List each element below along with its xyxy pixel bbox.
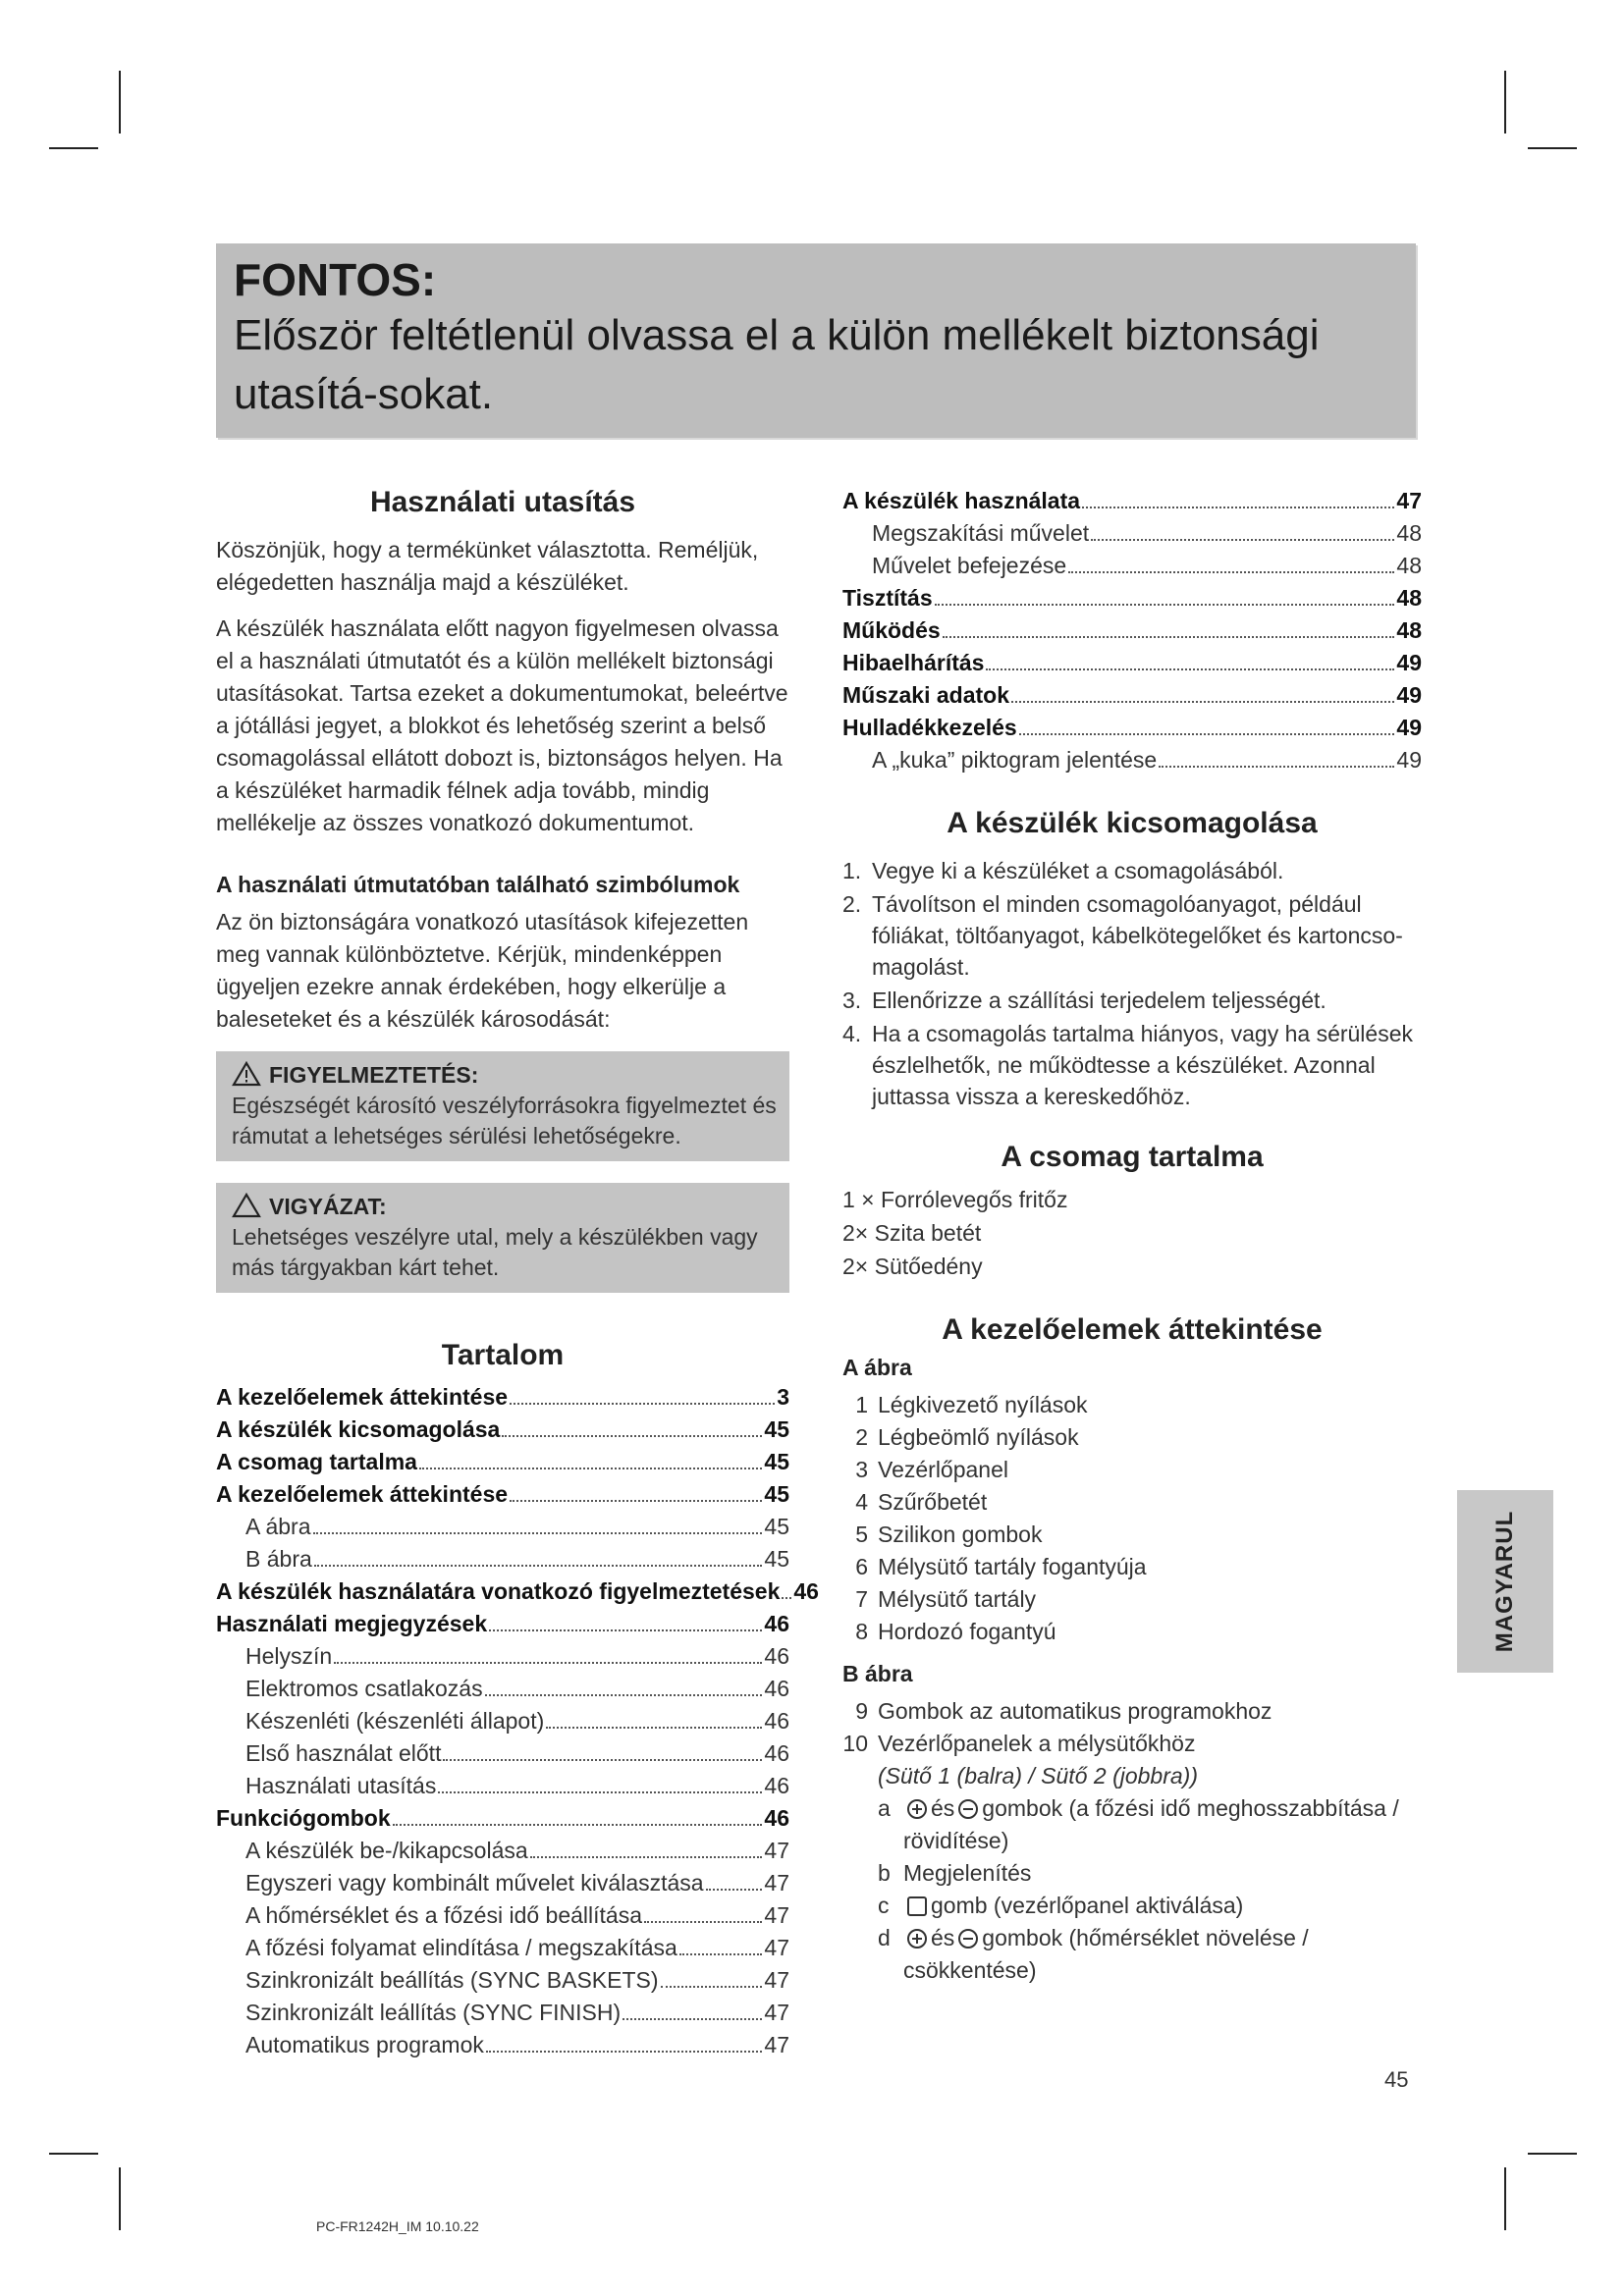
caution-triangle-icon (232, 1193, 261, 1218)
oven-note: (Sütő 1 (balra) / Sütő 2 (jobbra)) (878, 1763, 1198, 1789)
page-number: 45 (1384, 2067, 1409, 2092)
crop-mark (119, 2167, 121, 2230)
symbols-text: Az ön biztonságára vonatkozó utasítások kifejezetten meg vannak különböztetve. Kérjük, mindenképpen ügyeljen ezekre annak érdekében, hogy elkerülje a baleseteket és a készülék károsodását: (216, 909, 749, 1032)
toc-entry[interactable]: Hulladékkezelés 49 (842, 715, 1422, 740)
figure-b-label: B ábra (842, 1661, 913, 1686)
figure-b-sub-list (842, 1792, 1422, 1987)
panel-button-icon (907, 1896, 927, 1916)
intro-paragraph-2: A készülék használata előtt nagyon figyelmesen olvassa el a használati útmutatót és a külön mellékelt biztonsági utasításokat. Tartsa ezeket a dokumentumokat, beleértve a jótállási jegyet, a blokkot és lehetőség szerint a belső csomagolással ellátott dobozt is, biztonságos helyen. Ha a készüléket harmadik félnek adja tovább, mindig mellékelje az összes vonatkozó dokumentumot. (216, 615, 788, 835)
warning-title: FIGYELMEZTETÉS: (269, 1062, 479, 1088)
language-tab-label: MAGYARUL (1491, 1510, 1519, 1653)
intro-heading: Használati utasítás (369, 486, 636, 518)
footer-code: PC-FR1242H_IM 10.10.22 (316, 2218, 479, 2234)
toc-entry[interactable]: Megszakítási művelet 48 (872, 520, 1422, 546)
crop-mark (1528, 2153, 1577, 2155)
toc-entry[interactable]: A kezelőelemek áttekintése 3 (216, 1384, 789, 1410)
contents-list (842, 1183, 1422, 1283)
toc-entry[interactable]: A ábra 45 (245, 1514, 789, 1539)
banner-title: FONTOS: (234, 254, 437, 305)
toc-entry[interactable]: Használati utasítás 46 (245, 1773, 789, 1798)
important-banner (216, 243, 1416, 438)
toc-entry[interactable]: A készülék használatára vonatkozó figyelmeztetések 46 (216, 1578, 819, 1604)
list-item: 4. Ha a csomagolás tartalma hiányos, vagy ha sérülések észlelhetők, ne működtesse a készüléket. Azonnal juttassa vissza a kereskedőhöz. (842, 1021, 1414, 1109)
plus-button-icon (907, 1929, 927, 1949)
unpack-steps (842, 855, 1422, 1112)
list-item: 1. Vegye ki a készüléket a csomagolásából. (842, 858, 1284, 883)
crop-mark (119, 71, 121, 133)
toc-entry[interactable]: Készenléti (készenléti állapot) 46 (245, 1708, 789, 1734)
toc-entry[interactable]: A készülék be-/kikapcsolása 47 (245, 1838, 789, 1863)
toc-entry[interactable]: A „kuka” piktogram jelentése 49 (872, 747, 1422, 773)
list-item: 6 Mélysütő tartály fogantyúja (855, 1554, 1147, 1579)
toc-entry[interactable]: A készülék használata 47 (842, 488, 1422, 513)
toc-entry[interactable]: Egyszeri vagy kombinált művelet kiválasztása 47 (245, 1870, 789, 1896)
banner-text: Először feltétlenül olvassa el a külön mellékelt biztonsági utasítá-sokat. (234, 311, 1320, 418)
list-item: 9 Gombok az automatikus programokhoz (855, 1698, 1272, 1724)
caution-title: VIGYÁZAT: (269, 1194, 387, 1219)
list-item: 10 Vezérlőpanelek a mélysütőkhöz (842, 1731, 1196, 1756)
crop-mark (1504, 71, 1506, 133)
contents-heading: A csomag tartalma (1001, 1141, 1264, 1173)
toc-entry[interactable]: Elektromos csatlakozás 46 (245, 1676, 789, 1701)
controls-heading: A kezelőelemek áttekintése (942, 1313, 1323, 1346)
list-item: 2× Sütőedény (842, 1254, 983, 1279)
toc-entry[interactable]: Szinkronizált beállítás (SYNC BASKETS) 47 (245, 1967, 789, 1993)
minus-button-icon (958, 1929, 978, 1949)
crop-mark (1528, 147, 1577, 149)
toc-entry[interactable]: B ábra 45 (245, 1546, 789, 1572)
figure-a-label: A ábra (842, 1355, 912, 1380)
toc-heading: Tartalom (441, 1339, 565, 1371)
toc-entry[interactable]: A főzési folyamat elindítása / megszakítása 47 (245, 1935, 789, 1960)
right-column (842, 485, 1422, 1987)
toc-entry[interactable]: Helyszín 46 (245, 1643, 789, 1669)
toc-entry[interactable]: Tisztítás 48 (842, 585, 1422, 611)
minus-button-icon (958, 1799, 978, 1819)
figure-b-list (842, 1695, 1422, 1760)
toc-entry[interactable]: Szinkronizált leállítás (SYNC FINISH) 47 (245, 2000, 789, 2025)
language-tab (1457, 1490, 1553, 1673)
list-item: 1 × Forrólevegős fritőz (842, 1187, 1068, 1212)
list-item: 7 Mélysütő tartály (855, 1586, 1037, 1612)
toc-entry[interactable]: Automatikus programok 47 (245, 2032, 789, 2057)
list-item: c gomb (vezérlőpanel aktiválása) (878, 1893, 1244, 1918)
toc-entry[interactable]: Használati megjegyzések 46 (216, 1611, 789, 1636)
toc-entry[interactable]: Műszaki adatok 49 (842, 682, 1422, 708)
crop-mark (1504, 2167, 1506, 2230)
list-item: 2 Légbeömlő nyílások (855, 1424, 1079, 1450)
toc-entry[interactable]: Művelet befejezése 48 (872, 553, 1422, 578)
toc-entry[interactable]: Hibaelhárítás 49 (842, 650, 1422, 675)
list-item: 2× Szita betét (842, 1220, 982, 1246)
toc-entry[interactable]: Funkciógombok 46 (216, 1805, 789, 1831)
crop-mark (49, 147, 98, 149)
list-item: a és gombok (a főzési idő meghosszabbítása / rövidítése) (878, 1795, 1399, 1853)
warning-text: Egészségét károsító veszélyforrásokra figyelmeztet és rámutat a lehetséges sérülési lehetőségekre. (232, 1093, 777, 1148)
list-item: 3 Vezérlőpanel (855, 1457, 1008, 1482)
list-item: 1 Légkivezető nyílások (855, 1392, 1088, 1417)
list-item: d és gombok (hőmérséklet növelése / csökkentése) (878, 1925, 1309, 1983)
list-item: 5 Szilikon gombok (855, 1522, 1043, 1547)
figure-a-list (842, 1389, 1422, 1648)
symbols-heading: A használati útmutatóban található szimbólumok (216, 872, 740, 897)
toc-entry[interactable]: Első használat előtt 46 (245, 1740, 789, 1766)
list-item: 8 Hordozó fogantyú (855, 1619, 1056, 1644)
intro-paragraph-1: Köszönjük, hogy a termékünket választotta. Reméljük, elégedetten használja majd a készüléket. (216, 537, 759, 595)
warning-box (216, 1051, 789, 1161)
toc-entry[interactable]: A csomag tartalma 45 (216, 1449, 789, 1474)
toc-entry[interactable]: A hőmérséklet és a főzési idő beállítása 47 (245, 1902, 789, 1928)
toc-entry[interactable]: A készülék kicsomagolása 45 (216, 1416, 789, 1442)
list-item: 3. Ellenőrizze a szállítási terjedelem teljességét. (842, 988, 1326, 1013)
crop-mark (49, 2153, 98, 2155)
toc-entry[interactable]: Működés 48 (842, 617, 1422, 643)
toc-entry[interactable]: A kezelőelemek áttekintése 45 (216, 1481, 789, 1507)
left-column (216, 485, 819, 2061)
warning-triangle-icon (232, 1061, 261, 1087)
unpack-heading: A készülék kicsomagolása (947, 807, 1318, 839)
plus-button-icon (907, 1799, 927, 1819)
list-item: 2. Távolítson el minden csomagolóanyagot, például fóliákat, töltőanyagot, kábelkötegelőket és kartoncso-magolást. (842, 891, 1403, 980)
caution-box (216, 1183, 789, 1293)
toc-left (216, 1381, 819, 2061)
caution-text: Lehetséges veszélyre utal, mely a készülékben vagy más tárgyakban kárt tehet. (232, 1224, 758, 1280)
toc-right (842, 485, 1422, 776)
list-item: b Megjelenítés (878, 1860, 1032, 1886)
list-item: 4 Szűrőbetét (855, 1489, 988, 1515)
